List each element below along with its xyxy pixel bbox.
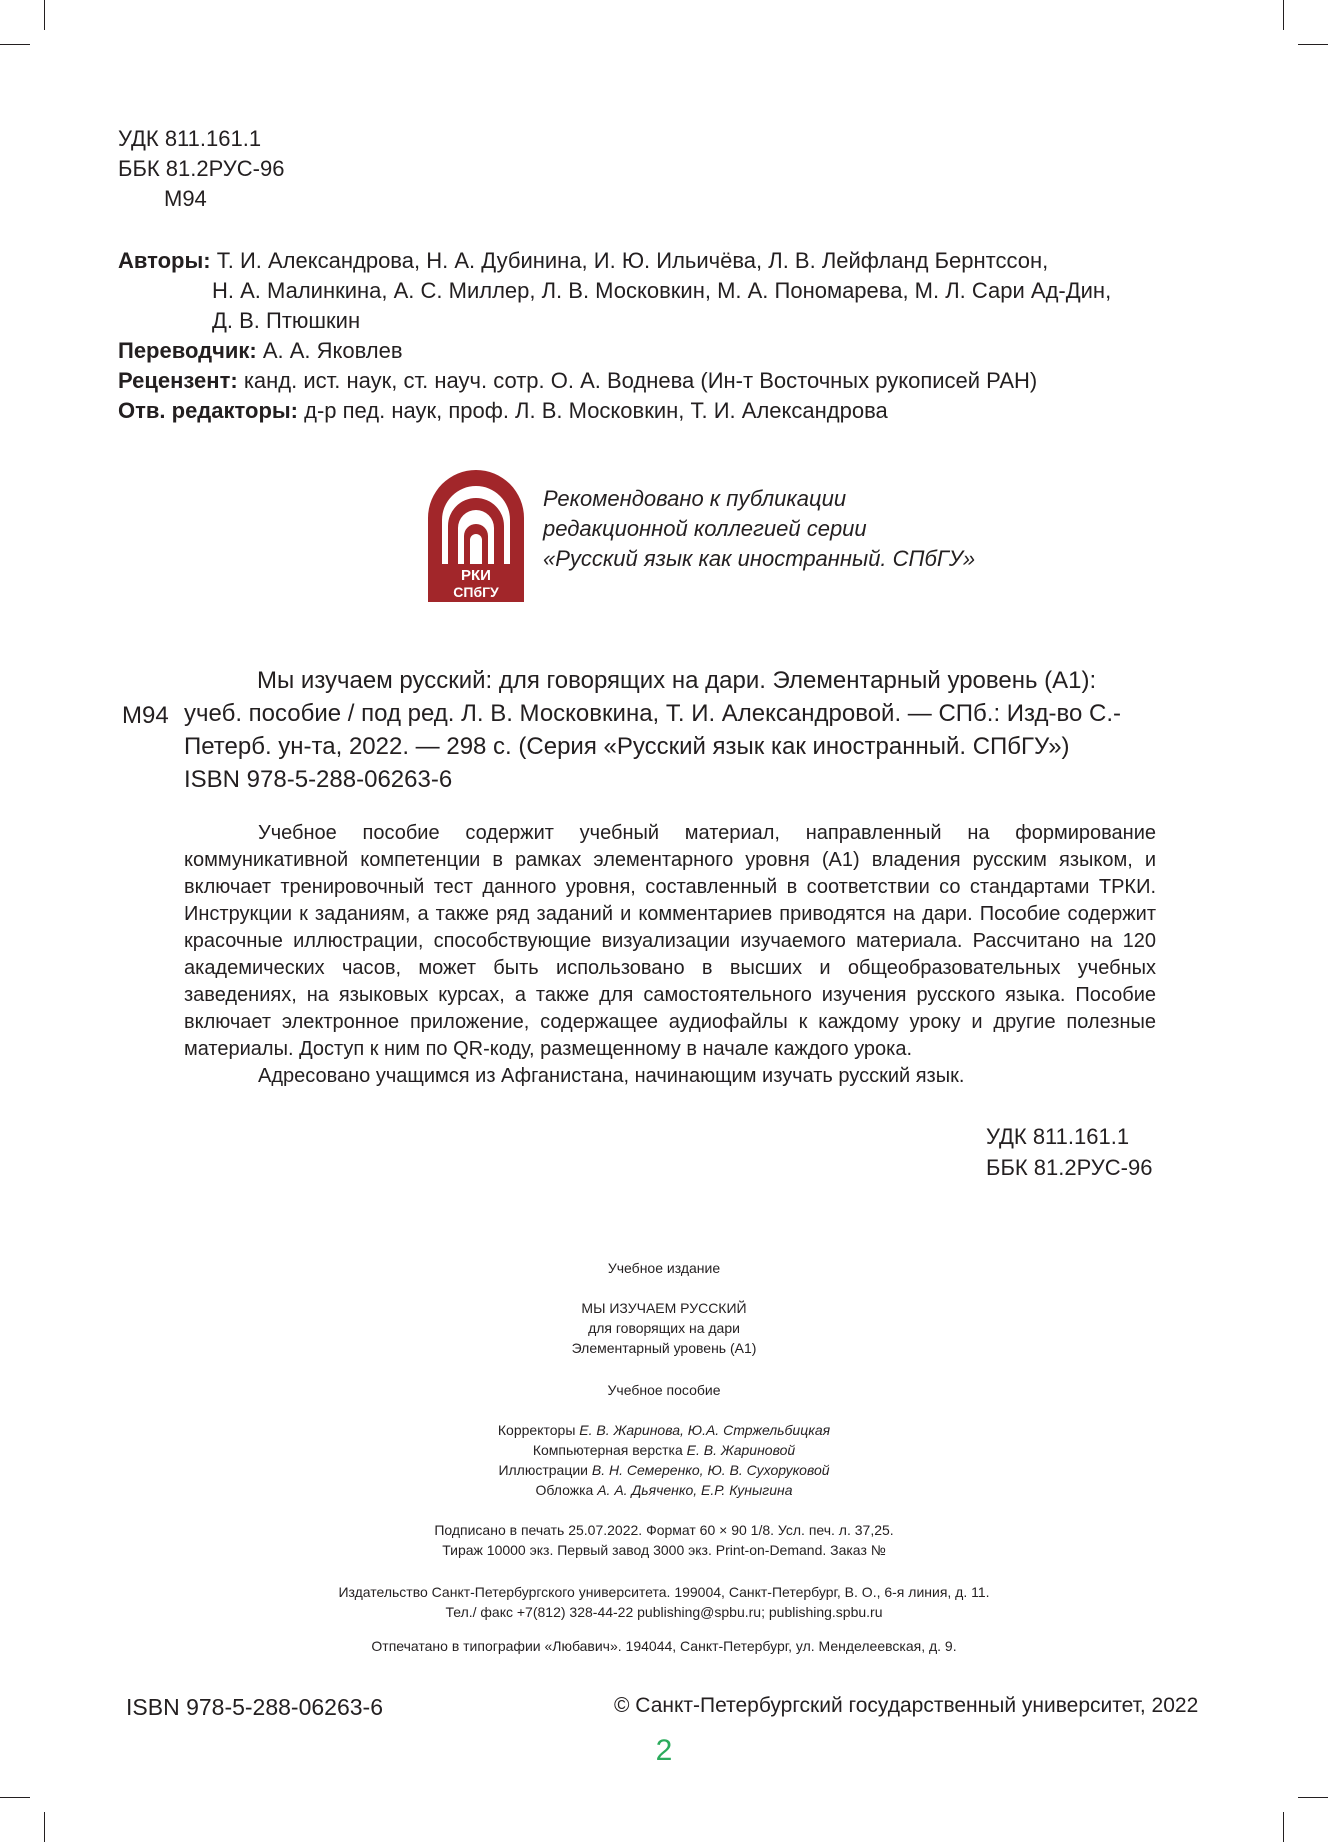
copyright: © Санкт-Петербургский государственный университет, 2022 — [614, 1694, 1199, 1717]
author-mark: М94 — [164, 186, 207, 211]
edition-type: Учебное издание — [607, 1260, 721, 1276]
authors-line-3: Д. В. Птюшкин — [212, 308, 361, 333]
crop-mark — [0, 44, 30, 45]
layout-row — [264, 1440, 1064, 1460]
udk-code: УДК 811.161.1 — [118, 126, 262, 151]
crop-mark — [1298, 1797, 1328, 1798]
layout-designer: Е. В. Жариновой — [686, 1442, 796, 1458]
publisher-details — [264, 1582, 1064, 1622]
classification-codes — [118, 124, 284, 214]
imprint-title: МЫ ИЗУЧАЕМ РУССКИЙ — [581, 1300, 747, 1316]
editors-label: Отв. редакторы: — [118, 398, 298, 423]
cover-label: Обложка — [535, 1482, 594, 1498]
crop-mark — [44, 0, 45, 30]
reviewer-label: Рецензент: — [118, 368, 238, 393]
layout-label: Компьютерная верстка — [532, 1442, 683, 1458]
rki-spbgu-logo — [428, 470, 524, 602]
abstract — [184, 820, 1156, 1090]
abstract-paragraph: Учебное пособие содержит учебный материал, направленный на формирование коммуникативной компетенции в рамках элементарного уровня (А1) владения русским языком, и включает тренировочный тест данного уровня, составленный в соответствии со стандартами ТРКИ. Инструкции к заданиям, а также ряд заданий и комментариев приводятся на дари. Пособие содержит красочные иллюстрации, способствующие визуализации изучаемого материала. Рассчитано на 120 академических часов, может быть использовано в высших и общеобразовательных учебных заведениях, на языковых курсах, а также для самостоятельного изучения русского языка. Пособие включает электронное приложение, содержащее аудиофайлы к каждому уроку и другие полезные материалы. Доступ к ним по QR-коду, размещенному в начале каждого урока. — [184, 822, 1156, 1060]
authors-label: Авторы: — [118, 248, 211, 273]
recommendation-line-1: Рекомендовано к публикации — [543, 486, 847, 511]
cover-designers: А. А. Дьяченко, Е.Р. Куныгина — [597, 1482, 793, 1498]
print-details-line-2: Тираж 10000 экз. Первый завод 3000 экз. Print-on-Demand. Заказ № — [442, 1542, 886, 1558]
illustrations-label: Иллюстрации — [498, 1462, 588, 1478]
editors-row — [118, 396, 1218, 426]
bibliography-mark: М94 — [122, 702, 169, 729]
bbk-code: ББК 81.2РУС-96 — [118, 156, 285, 181]
proofreaders-label: Корректоры — [497, 1422, 576, 1438]
crop-mark — [1283, 0, 1284, 30]
print-details — [264, 1520, 1064, 1560]
crop-mark — [1298, 44, 1328, 45]
editors: д-р пед. наук, проф. Л. В. Московкин, Т. И. Александрова — [304, 398, 888, 423]
crop-mark — [0, 1797, 30, 1798]
authors-row — [118, 246, 1218, 276]
illustrations-row — [264, 1460, 1064, 1480]
publisher-line-1: Издательство Санкт-Петербургского университета. 199004, Санкт-Петербург, В. О., 6-я линия, д. 11. — [338, 1584, 990, 1600]
recommendation-note — [543, 484, 975, 574]
recommendation-line-2: редакционной коллегией серии — [543, 516, 867, 541]
imprint-genre: Учебное пособие — [607, 1382, 721, 1398]
cover-row — [264, 1480, 1064, 1500]
udk-code: УДК 811.161.1 — [986, 1124, 1130, 1149]
arch-logo-icon — [428, 470, 524, 602]
abstract-paragraph: Адресовано учащимся из Афганистана, начинающим изучать русский язык. — [258, 1065, 965, 1087]
authors-line-1: Т. И. Александрова, Н. А. Дубинина, И. Ю. Ильичёва, Л. В. Лейфланд Бернтссон, — [216, 248, 1049, 273]
illustrators: В. Н. Семеренко, Ю. В. Сухоруковой — [591, 1462, 830, 1478]
credits-block — [118, 246, 1218, 426]
page-number: 2 — [655, 1734, 673, 1767]
translator-label: Переводчик: — [118, 338, 257, 363]
bibliographic-record — [184, 664, 1172, 796]
bibliography-isbn: ISBN 978-5-288-06263-6 — [184, 766, 453, 793]
logo-text-spbgu: СПбГУ — [453, 584, 499, 600]
imprint-subtitle: для говорящих на дари — [588, 1320, 740, 1336]
bibliography-line-3: Петерб. ун-та, 2022. — 298 с. (Серия «Русский язык как иностранный. СПбГУ») — [184, 733, 1070, 760]
authors-line-2: Н. А. Малинкина, А. С. Миллер, Л. В. Московкин, М. А. Пономарева, М. Л. Сари Ад-Дин, — [212, 278, 1112, 303]
bibliography-line-1: Мы изучаем русский: для говорящих на дари. Элементарный уровень (А1): — [257, 667, 1097, 694]
imprint-level: Элементарный уровень (А1) — [571, 1340, 757, 1356]
imprint-staff — [264, 1420, 1064, 1500]
logo-text-rki: РКИ — [461, 567, 491, 584]
print-details-line-1: Подписано в печать 25.07.2022. Формат 60 × 90 1/8. Усл. печ. л. 37,25. — [434, 1522, 894, 1538]
printer-details: Отпечатано в типографии «Любавич». 194044, Санкт-Петербург, ул. Менделеевская, д. 9. — [371, 1638, 957, 1654]
footer-isbn: ISBN 978-5-288-06263-6 — [126, 1694, 383, 1720]
crop-mark — [44, 1812, 45, 1842]
bibliography-line-2: учеб. пособие / под ред. Л. В. Московкина, Т. И. Александровой. — СПб.: Изд-во С.- — [184, 700, 1122, 727]
proofreaders: Е. В. Жаринова, Ю.А. Стржельбицкая — [579, 1422, 831, 1438]
publisher-line-2: Тел./ факс +7(812) 328-44-22 publishing@spbu.ru; publishing.spbu.ru — [445, 1604, 883, 1620]
bbk-code: ББК 81.2РУС-96 — [986, 1155, 1153, 1180]
recommendation-line-3: «Русский язык как иностранный. СПбГУ» — [543, 546, 976, 571]
proofreaders-row — [264, 1420, 1064, 1440]
translator-row — [118, 336, 1218, 366]
translator: А. А. Яковлев — [262, 338, 403, 363]
reviewer-row — [118, 366, 1218, 396]
reviewer: канд. ист. наук, ст. науч. сотр. О. А. Воднева (Ин-т Восточных рукописей РАН) — [243, 368, 1038, 393]
classification-codes-right — [986, 1121, 1152, 1183]
imprint-title-block — [264, 1298, 1064, 1358]
crop-mark — [1283, 1812, 1284, 1842]
